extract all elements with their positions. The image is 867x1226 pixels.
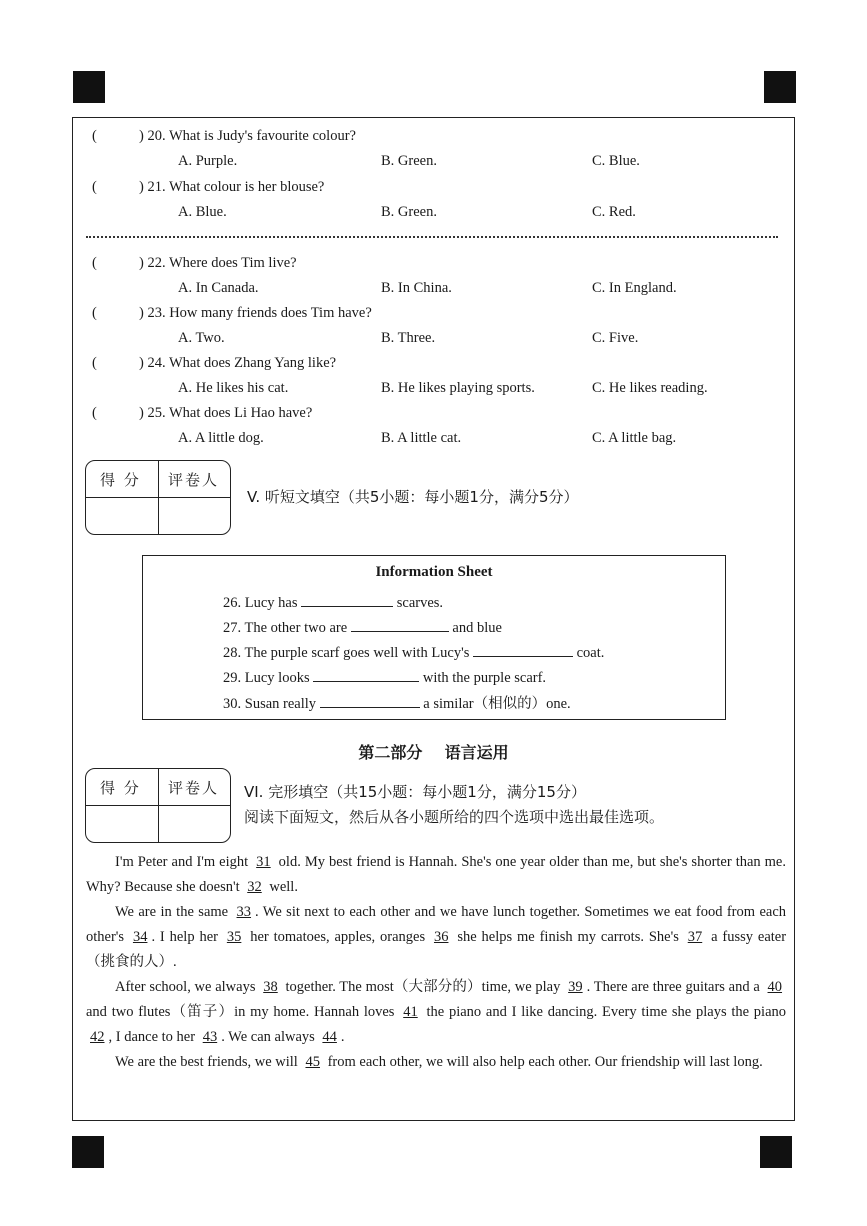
- option-a[interactable]: A. A little dog.: [178, 430, 264, 446]
- option-c[interactable]: C. Five.: [592, 330, 639, 346]
- option-b[interactable]: B. He likes playing sports.: [381, 380, 535, 396]
- blank-34[interactable]: 34: [132, 929, 148, 945]
- blank-31[interactable]: 31: [256, 854, 271, 870]
- question-stem: ) 23. How many friends does Tim have?: [139, 305, 372, 321]
- option-a[interactable]: A. In Canada.: [178, 280, 259, 296]
- registration-mark-top-right: [764, 71, 796, 103]
- blank-36[interactable]: 36: [433, 929, 449, 945]
- grader-label: 评卷人: [168, 471, 220, 489]
- answer-paren[interactable]: (: [92, 255, 97, 271]
- answer-blank-27[interactable]: [351, 617, 449, 632]
- blank-35[interactable]: 35: [226, 929, 242, 945]
- blank-42[interactable]: 42: [90, 1029, 105, 1045]
- blank-44[interactable]: 44: [322, 1029, 337, 1045]
- info-line-30: 30. Susan really a similar（相似的）one.: [223, 692, 571, 713]
- option-b[interactable]: B. Green.: [381, 204, 437, 220]
- info-line-26: 26. Lucy has scarves.: [223, 592, 443, 612]
- passage-paragraph-1: I'm Peter and I'm eight 31 old. My best friend is Hannah. She's one year older than me, but she's shorter than me. Why? Because she doesn't 32 well.: [86, 854, 786, 895]
- option-a[interactable]: A. Purple.: [178, 153, 238, 169]
- blank-38[interactable]: 38: [263, 979, 278, 995]
- option-a[interactable]: A. He likes his cat.: [178, 380, 289, 396]
- answer-blank-28[interactable]: [473, 642, 573, 657]
- question-stem: ) 24. What does Zhang Yang like?: [139, 355, 337, 371]
- answer-paren[interactable]: (: [92, 128, 97, 144]
- passage-paragraph-2: We are in the same 33 . We sit next to each other and we have lunch together. Sometimes we eat food from each other's 34 . I help her 35 her tomatoes, apples, oranges 36 she helps me finish my carrots. She's 37 a fussy eater（挑食的人）.: [86, 904, 787, 970]
- answer-paren[interactable]: (: [92, 405, 97, 421]
- passage-paragraph-3: After school, we always 38 together. The most（大部分的）time, we play 39 . There are three guitars and a 40 and two flutes（笛子）in my home. Hannah loves 41 the piano and I like dancing. Every time she plays the piano 42 , I dance to her 43 . We can always 44 .: [86, 979, 787, 1045]
- info-line-29: 29. Lucy looks with the purple scarf.: [223, 667, 546, 687]
- score-label: 得 分: [100, 779, 141, 797]
- info-line-28: 28. The purple scarf goes well with Lucy's coat.: [223, 642, 604, 662]
- score-label: 得 分: [100, 471, 141, 489]
- option-b[interactable]: B. In China.: [381, 280, 452, 296]
- registration-mark-top-left: [73, 71, 105, 103]
- blank-39[interactable]: 39: [568, 979, 583, 995]
- answer-blank-29[interactable]: [313, 667, 419, 682]
- score-box-section5: [85, 460, 231, 535]
- answer-blank-26[interactable]: [301, 592, 393, 607]
- blank-40[interactable]: 40: [767, 979, 783, 995]
- blank-45[interactable]: 45: [305, 1054, 320, 1070]
- question-stem: ) 21. What colour is her blouse?: [139, 179, 325, 195]
- dotted-divider: [86, 236, 778, 238]
- blank-41[interactable]: 41: [403, 1004, 418, 1020]
- answer-paren[interactable]: (: [92, 355, 97, 371]
- blank-32[interactable]: 32: [247, 879, 262, 895]
- registration-mark-bottom-left: [72, 1136, 104, 1168]
- option-c[interactable]: C. A little bag.: [592, 430, 677, 446]
- answer-paren[interactable]: (: [92, 305, 97, 321]
- blank-37[interactable]: 37: [687, 929, 703, 945]
- answer-blank-30[interactable]: [320, 693, 420, 708]
- info-line-27: 27. The other two are and blue: [223, 617, 502, 637]
- option-a[interactable]: A. Blue.: [178, 204, 227, 220]
- option-b[interactable]: B. Three.: [381, 330, 436, 346]
- information-sheet: [142, 555, 726, 720]
- part2-title: 第二部分 语言运用: [358, 743, 509, 762]
- section6-title: VI. 完形填空（共15小题：每小题1分，满分15分）: [244, 783, 586, 801]
- passage-paragraph-4: We are the best friends, we will 45 from each other, we will also help each other. Our friendship will last long.: [115, 1054, 763, 1070]
- question-stem: ) 25. What does Li Hao have?: [139, 405, 313, 421]
- option-b[interactable]: B. Green.: [381, 153, 437, 169]
- question-stem: ) 20. What is Judy's favourite colour?: [139, 128, 356, 144]
- blank-33[interactable]: 33: [236, 904, 252, 920]
- option-a[interactable]: A. Two.: [178, 330, 225, 346]
- section6-instruction: 阅读下面短文，然后从各小题所给的四个选项中选出最佳选项。: [244, 808, 665, 826]
- option-c[interactable]: C. Blue.: [592, 153, 640, 169]
- section5-title: V. 听短文填空（共5小题：每小题1分，满分5分）: [247, 488, 579, 506]
- blank-43[interactable]: 43: [202, 1029, 218, 1045]
- grader-label: 评卷人: [168, 779, 220, 797]
- option-b[interactable]: B. A little cat.: [381, 430, 462, 446]
- score-box-section6: [85, 768, 231, 843]
- option-c[interactable]: C. In England.: [592, 280, 677, 296]
- answer-paren[interactable]: (: [92, 179, 97, 195]
- option-c[interactable]: C. Red.: [592, 204, 636, 220]
- info-sheet-title: Information Sheet: [375, 564, 493, 580]
- registration-mark-bottom-right: [760, 1136, 792, 1168]
- question-stem: ) 22. Where does Tim live?: [139, 255, 297, 271]
- cloze-passage: [86, 850, 786, 1075]
- option-c[interactable]: C. He likes reading.: [592, 380, 708, 396]
